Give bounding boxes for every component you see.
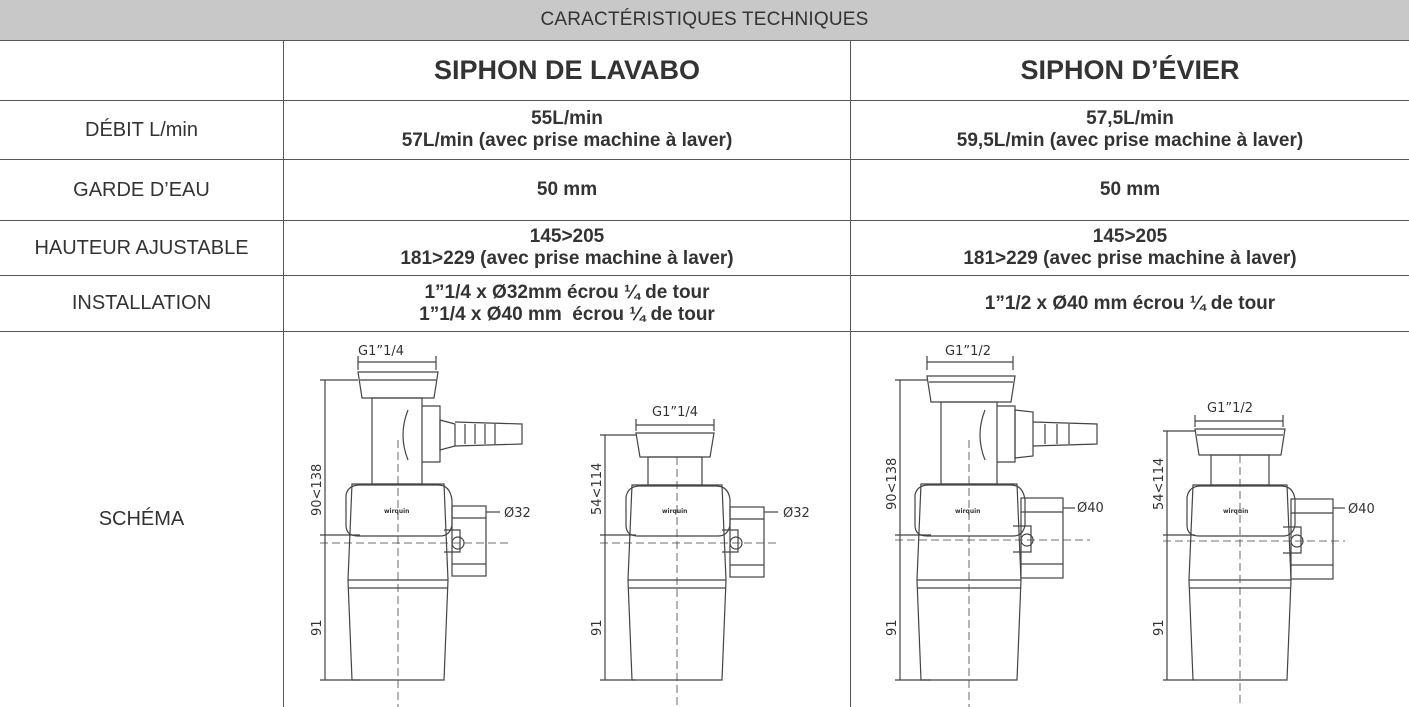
outlet-label: Ø32 — [783, 506, 810, 521]
debit-evier-line-1: 57,5L/min — [1086, 108, 1174, 129]
debit-lavabo-line-2: 57L/min (avec prise machine à laver) — [401, 130, 733, 151]
siphon-lavabo-drawing-simple — [580, 395, 830, 707]
table-header — [0, 0, 1409, 41]
installation-lavabo-line-1: 1”1/4 x Ø32mm écrou ¼ de tour — [424, 281, 710, 303]
hauteur-lavabo-line-1: 145>205 — [529, 226, 605, 247]
row-label-debit: DÉBIT L/min — [85, 118, 198, 141]
column-title-evier: SIPHON D’ÉVIER — [1020, 55, 1240, 85]
siphon-evier-drawing-machine — [875, 340, 1125, 707]
brand-label: wirquin — [1223, 508, 1249, 515]
bottom-label: 91 — [885, 619, 900, 636]
hauteur-evier-line-2: 181>229 (avec prise machine à laver) — [963, 248, 1297, 269]
installation-lavabo-line-2: 1”1/4 x Ø40 mm écrou ¼ de tour — [419, 303, 715, 325]
hauteur-lavabo-cell — [284, 221, 850, 275]
column-title-lavabo: SIPHON DE LAVABO — [433, 55, 701, 85]
thread-label: G1”1/2 — [1207, 401, 1254, 416]
height-label: 90<138 — [885, 457, 900, 510]
hauteur-evier-cell — [851, 221, 1409, 275]
brand-label: wirquin — [384, 508, 410, 515]
row-label-garde: GARDE D’EAU — [73, 178, 210, 201]
column-header-lavabo — [284, 41, 850, 100]
debit-evier-cell — [851, 101, 1409, 159]
installation-evier-cell: 1”1/2 x Ø40 mm écrou ¼ de tour — [984, 292, 1276, 314]
height-label: 54<114 — [590, 462, 605, 515]
outlet-label: Ø40 — [1077, 501, 1104, 516]
outlet-label: Ø40 — [1348, 502, 1375, 517]
row-label-hauteur: HAUTEUR AJUSTABLE — [34, 236, 249, 259]
siphon-evier-drawing-simple — [1145, 395, 1395, 707]
garde-lavabo-cell: 50 mm — [536, 179, 598, 200]
row-label-installation: INSTALLATION — [71, 292, 212, 314]
thread-label: G1”1/4 — [358, 344, 405, 359]
height-label: 90<138 — [310, 463, 325, 516]
row-label-schema: SCHÉMA — [98, 508, 185, 530]
siphon-lavabo-drawing-machine — [300, 340, 540, 707]
hauteur-evier-line-1: 145>205 — [1092, 226, 1168, 247]
thread-label: G1”1/4 — [652, 405, 699, 420]
outlet-label: Ø32 — [504, 506, 531, 521]
brand-label: wirquin — [662, 508, 688, 515]
bottom-label: 91 — [1152, 619, 1167, 636]
installation-lavabo-cell — [284, 276, 850, 331]
bottom-label: 91 — [590, 619, 605, 636]
bottom-label: 91 — [310, 619, 325, 636]
height-label: 54<114 — [1152, 457, 1167, 510]
hauteur-lavabo-line-2: 181>229 (avec prise machine à laver) — [400, 248, 734, 269]
debit-evier-line-2: 59,5L/min (avec prise machine à laver) — [956, 130, 1304, 151]
debit-lavabo-cell — [284, 101, 850, 159]
table-title: CARACTÉRISTIQUES TECHNIQUES — [540, 9, 869, 30]
thread-label: G1”1/2 — [945, 344, 992, 359]
column-header-evier — [851, 41, 1409, 100]
brand-label: wirquin — [955, 508, 981, 515]
debit-lavabo-line-1: 55L/min — [531, 108, 603, 129]
garde-evier-cell: 50 mm — [1099, 179, 1161, 200]
